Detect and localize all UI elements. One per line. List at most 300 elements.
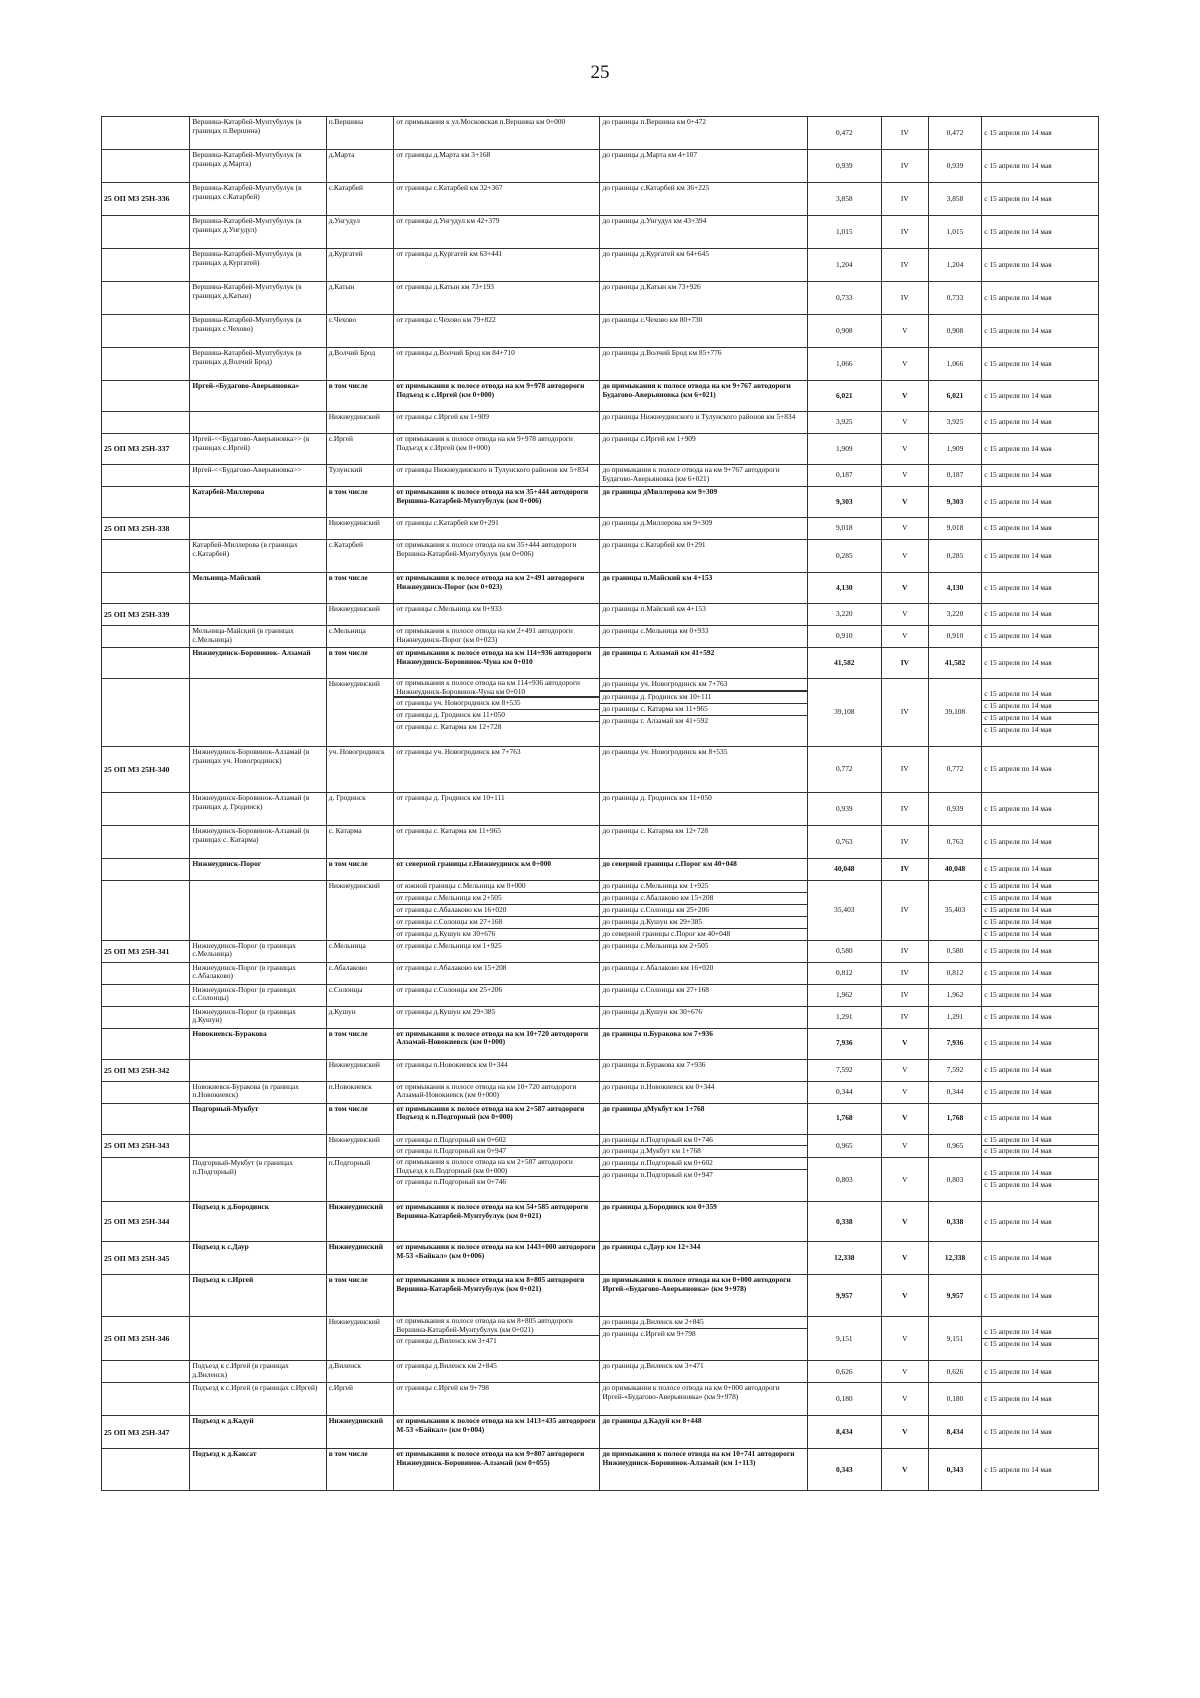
length-cell: 0,965 bbox=[807, 1134, 881, 1158]
from-cell-line: от примыкания к полосе отвода на км 8+805 автодороги Вершина-Катарбей-Мунтубулук (км 0+021) bbox=[396, 1316, 573, 1334]
road-name-cell: Вершина-Катарбей-Мунтубулук (в границах д.Катын) bbox=[190, 282, 326, 315]
district-cell: д.Унгудул bbox=[326, 216, 394, 249]
table-row bbox=[102, 1361, 1099, 1383]
road-name-cell: Нижнеудинск-Порог bbox=[190, 859, 326, 881]
table-row bbox=[102, 940, 1099, 962]
from-cell-line: от границы уч. Новогродинск км 8+535 bbox=[394, 697, 599, 709]
period-cell: с 15 апреля по 14 мая bbox=[982, 216, 1099, 249]
restricted-length-cell: 41,582 bbox=[928, 648, 981, 679]
length-cell: 0,285 bbox=[807, 540, 881, 573]
road-id-cell bbox=[102, 679, 190, 747]
length-cell: 1,962 bbox=[807, 984, 881, 1006]
table-row bbox=[102, 1158, 1099, 1202]
length-cell: 1,909 bbox=[807, 434, 881, 465]
period-cell bbox=[982, 881, 1099, 941]
to-cell: до границы с.Чехово км 80+730 bbox=[600, 315, 807, 348]
to-cell-line: до границы д.Виленск км 2+845 bbox=[602, 1317, 704, 1327]
road-id-cell bbox=[102, 216, 190, 249]
road-name-cell: Вершина-Катарбей-Мунтубулук (в границах д.Унгудул) bbox=[190, 216, 326, 249]
to-cell: до границы д.Бородинск км 0+359 bbox=[600, 1202, 807, 1242]
period-cell bbox=[982, 679, 1099, 747]
category-cell: V bbox=[881, 573, 928, 604]
road-id-cell: 25 ОП МЗ 25Н-347 bbox=[102, 1416, 190, 1449]
table-row bbox=[102, 1103, 1099, 1134]
table-row bbox=[102, 747, 1099, 793]
road-id-cell bbox=[102, 150, 190, 183]
length-cell: 0,733 bbox=[807, 282, 881, 315]
road-id-cell: 25 ОП МЗ 25Н-338 bbox=[102, 518, 190, 540]
from-cell bbox=[394, 1317, 600, 1361]
district-cell: д.Марта bbox=[326, 150, 394, 183]
road-id-cell bbox=[102, 381, 190, 412]
district-cell: Нижнеудинский bbox=[326, 1134, 394, 1158]
from-cell-line: от границы д.Кушун км 30+676 bbox=[394, 928, 599, 940]
category-cell: IV bbox=[881, 282, 928, 315]
table-row bbox=[102, 1275, 1099, 1317]
period-cell: с 15 апреля по 14 мая bbox=[982, 826, 1099, 859]
road-id-cell bbox=[102, 962, 190, 984]
district-cell: с.Абалаково bbox=[326, 962, 394, 984]
length-cell: 39,108 bbox=[807, 679, 881, 747]
road-id-cell bbox=[102, 859, 190, 881]
period-cell bbox=[982, 1317, 1099, 1361]
to-cell: до примыкания к полосе отвода на км 9+767 автодороги Будагово-Аверьяновка (км 6+021) bbox=[600, 465, 807, 487]
category-cell: V bbox=[881, 1081, 928, 1103]
to-cell bbox=[600, 1158, 807, 1202]
district-cell: Нижнеудинский bbox=[326, 412, 394, 434]
district-cell: п.Новокиевск bbox=[326, 1081, 394, 1103]
length-cell: 3,858 bbox=[807, 183, 881, 216]
road-id-cell bbox=[102, 1449, 190, 1491]
period-cell-line: с 15 апреля по 14 мая bbox=[984, 689, 1052, 699]
road-id-cell bbox=[102, 1158, 190, 1202]
restricted-length-cell: 1,204 bbox=[928, 249, 981, 282]
road-name-cell bbox=[190, 881, 326, 941]
category-cell: IV bbox=[881, 747, 928, 793]
from-cell-line: от примыкания к полосе отвода на км 114+936 автодороги Нижнеудинск-Боровинок-Чуна км 0+010 bbox=[396, 678, 580, 696]
to-cell bbox=[600, 881, 807, 941]
road-id-cell bbox=[102, 826, 190, 859]
from-cell-line: от границы п.Подгорный км 0+602 bbox=[396, 1134, 507, 1144]
table-row bbox=[102, 1134, 1099, 1158]
period-cell-line: с 15 апреля по 14 мая bbox=[984, 1134, 1052, 1144]
length-cell: 0,772 bbox=[807, 747, 881, 793]
from-cell: от примыкания к полосе отвода на км 10+720 автодороги Алзамай-Новокиевск (км 0+000) bbox=[394, 1028, 600, 1059]
from-cell: от примыкания к полосе отвода на км 35+444 автодороги Вершина-Катарбей-Мунтубулук (км 0+006) bbox=[394, 540, 600, 573]
period-cell: с 15 апреля по 14 мая bbox=[982, 1006, 1099, 1028]
to-cell-line: до границы д.Мукбут км 1+768 bbox=[600, 1145, 806, 1157]
road-id-cell bbox=[102, 249, 190, 282]
district-cell: с.Катарбей bbox=[326, 540, 394, 573]
to-cell-line: до границы с.Солонцы км 25+206 bbox=[600, 904, 806, 916]
category-cell: IV bbox=[881, 793, 928, 826]
road-name-cell: Вершина-Катарбей-Мунтубулук (в границах с.Катарбей) bbox=[190, 183, 326, 216]
road-name-cell: Нижнеудинск-Боровинок- Алзамай bbox=[190, 648, 326, 679]
period-cell: с 15 апреля по 14 мая bbox=[982, 747, 1099, 793]
from-cell: от границы с.Катарбей км 32+367 bbox=[394, 183, 600, 216]
table-row bbox=[102, 487, 1099, 518]
from-cell: от границы д.Кушун км 29+385 bbox=[394, 1006, 600, 1028]
category-cell: IV bbox=[881, 859, 928, 881]
to-cell: до границы д.Кургатей км 64+645 bbox=[600, 249, 807, 282]
to-cell: до примыкания к полосе отвода на км 10+741 автодороги Нижнеудинск-Боровинок-Алзамай (км 1+113) bbox=[600, 1449, 807, 1491]
to-cell: до границы с.Катарбей км 36+225 bbox=[600, 183, 807, 216]
road-name-cell bbox=[190, 1059, 326, 1081]
road-name-cell: Нижнеудинск-Боровинок-Алзамай (в границах д. Гродинск) bbox=[190, 793, 326, 826]
from-cell bbox=[394, 1134, 600, 1158]
restricted-length-cell: 0,908 bbox=[928, 315, 981, 348]
length-cell: 3,925 bbox=[807, 412, 881, 434]
period-cell: с 15 апреля по 14 мая bbox=[982, 626, 1099, 648]
table-row bbox=[102, 826, 1099, 859]
category-cell: V bbox=[881, 1242, 928, 1275]
restricted-length-cell: 0,626 bbox=[928, 1361, 981, 1383]
restricted-length-cell: 0,939 bbox=[928, 793, 981, 826]
category-cell: V bbox=[881, 1028, 928, 1059]
length-cell: 0,343 bbox=[807, 1449, 881, 1491]
period-cell-line: с 15 апреля по 14 мая bbox=[982, 916, 1098, 928]
district-cell: в том числе bbox=[326, 648, 394, 679]
to-cell: до границы с.Иргей км 1+909 bbox=[600, 434, 807, 465]
length-cell: 0,908 bbox=[807, 315, 881, 348]
from-cell: от границы с.Катарбей км 0+291 bbox=[394, 518, 600, 540]
to-cell: до границы с.Абалаково км 16+020 bbox=[600, 962, 807, 984]
restricted-length-cell: 1,962 bbox=[928, 984, 981, 1006]
restricted-length-cell: 0,338 bbox=[928, 1202, 981, 1242]
district-cell: д.Виленск bbox=[326, 1361, 394, 1383]
district-cell: в том числе bbox=[326, 1275, 394, 1317]
category-cell: V bbox=[881, 381, 928, 412]
category-cell: IV bbox=[881, 940, 928, 962]
district-cell: Нижнеудинский bbox=[326, 604, 394, 626]
category-cell: IV bbox=[881, 249, 928, 282]
road-name-cell: Подгорный-Мукбут (в границах п.Подгорный) bbox=[190, 1158, 326, 1202]
restricted-length-cell: 0,285 bbox=[928, 540, 981, 573]
to-cell bbox=[600, 1317, 807, 1361]
restricted-length-cell: 1,291 bbox=[928, 1006, 981, 1028]
road-name-cell: Мельница-Майский (в границах с.Мельница) bbox=[190, 626, 326, 648]
road-name-cell bbox=[190, 412, 326, 434]
restricted-length-cell: 40,048 bbox=[928, 859, 981, 881]
district-cell: с.Солонцы bbox=[326, 984, 394, 1006]
period-cell-line: с 15 апреля по 14 мая bbox=[982, 1338, 1098, 1350]
period-cell: с 15 апреля по 14 мая bbox=[982, 315, 1099, 348]
to-cell: до границы п.Майский км 4+153 bbox=[600, 604, 807, 626]
road-name-cell: Подъезд к д.Кадуй bbox=[190, 1416, 326, 1449]
length-cell: 0,763 bbox=[807, 826, 881, 859]
table-row bbox=[102, 1202, 1099, 1242]
road-name-cell: Нижнеудинск-Порог (в границах с.Солонцы) bbox=[190, 984, 326, 1006]
road-id-cell bbox=[102, 626, 190, 648]
length-cell: 12,338 bbox=[807, 1242, 881, 1275]
road-id-cell: 25 ОП МЗ 25Н-336 bbox=[102, 183, 190, 216]
from-cell: от границы с.Абалаково км 15+208 bbox=[394, 962, 600, 984]
to-cell: до границы с.Солонцы км 27+168 bbox=[600, 984, 807, 1006]
road-name-cell: Мельница-Майский bbox=[190, 573, 326, 604]
period-cell: с 15 апреля по 14 мая bbox=[982, 1028, 1099, 1059]
district-cell: с.Катарбей bbox=[326, 183, 394, 216]
from-cell: от границы с.Иргей км 9+798 bbox=[394, 1383, 600, 1416]
category-cell: IV bbox=[881, 183, 928, 216]
length-cell: 0,180 bbox=[807, 1383, 881, 1416]
from-cell: от примыкания к полосе отвода на км 1413+435 автодороги М-53 «Байкал» (км 0+004) bbox=[394, 1416, 600, 1449]
period-cell-line: с 15 апреля по 14 мая bbox=[984, 881, 1052, 890]
road-name-cell: Нижнеудинск-Порог (в границах с.Мельница) bbox=[190, 940, 326, 962]
to-cell-line: до границы с. Катарма км 11+965 bbox=[600, 703, 806, 715]
road-name-cell: Вершина-Катарбей-Мунтубулук (в границах с.Чехово) bbox=[190, 315, 326, 348]
road-name-cell: Подъезд к д.Каксат bbox=[190, 1449, 326, 1491]
road-id-cell bbox=[102, 1383, 190, 1416]
road-id-cell bbox=[102, 573, 190, 604]
from-cell: от границы с. Катарма км 11+965 bbox=[394, 826, 600, 859]
restricted-length-cell: 9,151 bbox=[928, 1317, 981, 1361]
period-cell: с 15 апреля по 14 мая bbox=[982, 1242, 1099, 1275]
period-cell: с 15 апреля по 14 мая bbox=[982, 940, 1099, 962]
restricted-length-cell: 7,592 bbox=[928, 1059, 981, 1081]
from-cell: от примыкания к полосе отвода на км 54+585 автодороги Вершина-Катарбей-Мунтубулук (км 0+021) bbox=[394, 1202, 600, 1242]
restricted-length-cell: 1,909 bbox=[928, 434, 981, 465]
category-cell: V bbox=[881, 1317, 928, 1361]
category-cell: V bbox=[881, 1202, 928, 1242]
from-cell: от границы д.Марта км 3+168 bbox=[394, 150, 600, 183]
period-cell: с 15 апреля по 14 мая bbox=[982, 412, 1099, 434]
to-cell-line: до границы п.Подгорный км 0+602 bbox=[602, 1158, 713, 1168]
length-cell: 1,291 bbox=[807, 1006, 881, 1028]
to-cell-line: до границы с.Иргей км 9+798 bbox=[600, 1328, 806, 1340]
length-cell: 9,303 bbox=[807, 487, 881, 518]
restricted-length-cell: 1,066 bbox=[928, 348, 981, 381]
period-cell: с 15 апреля по 14 мая bbox=[982, 540, 1099, 573]
table-row bbox=[102, 1242, 1099, 1275]
restricted-length-cell: 0,812 bbox=[928, 962, 981, 984]
length-cell: 40,048 bbox=[807, 859, 881, 881]
table-row bbox=[102, 183, 1099, 216]
table-row bbox=[102, 1081, 1099, 1103]
table-row bbox=[102, 249, 1099, 282]
period-cell: с 15 апреля по 14 мая bbox=[982, 1449, 1099, 1491]
category-cell: V bbox=[881, 540, 928, 573]
from-cell: от границы с.Иргей км 1+909 bbox=[394, 412, 600, 434]
from-cell: от примыкания к полосе отвода на км 35+444 автодороги Вершина-Катарбей-Мунтубулук (км 0+006) bbox=[394, 487, 600, 518]
road-name-cell: Вершина-Катарбей-Мунтубулук (в границах д.Марта) bbox=[190, 150, 326, 183]
district-cell: д.Кургатей bbox=[326, 249, 394, 282]
table-row bbox=[102, 679, 1099, 747]
from-cell bbox=[394, 881, 600, 941]
table-row bbox=[102, 984, 1099, 1006]
restricted-length-cell: 3,220 bbox=[928, 604, 981, 626]
table-row bbox=[102, 117, 1099, 150]
period-cell: с 15 апреля по 14 мая bbox=[982, 487, 1099, 518]
road-id-cell bbox=[102, 648, 190, 679]
road-id-cell bbox=[102, 881, 190, 941]
district-cell: Тулунский bbox=[326, 465, 394, 487]
length-cell: 0,580 bbox=[807, 940, 881, 962]
to-cell-line: до границы д. Гродинск км 10+111 bbox=[600, 691, 806, 703]
length-cell: 4,130 bbox=[807, 573, 881, 604]
district-cell: д.Волчий Брод bbox=[326, 348, 394, 381]
period-cell: с 15 апреля по 14 мая bbox=[982, 984, 1099, 1006]
period-cell-line: с 15 апреля по 14 мая bbox=[982, 928, 1098, 940]
restricted-length-cell: 35,403 bbox=[928, 881, 981, 941]
district-cell: в том числе bbox=[326, 381, 394, 412]
period-cell bbox=[982, 1134, 1099, 1158]
road-name-cell: Подъезд к с.Иргей (в границах д.Виленск) bbox=[190, 1361, 326, 1383]
restricted-length-cell: 8,434 bbox=[928, 1416, 981, 1449]
category-cell: IV bbox=[881, 984, 928, 1006]
from-cell: от примыкания к полосе отвода на км 2+587 автодороги Подъезд к п.Подгорный (км 0+000) bbox=[394, 1103, 600, 1134]
to-cell: до границы д. Гродинск км 11+050 bbox=[600, 793, 807, 826]
to-cell-line: до границы п.Подгорный км 0+947 bbox=[600, 1169, 806, 1181]
district-cell: Нижнеудинский bbox=[326, 1416, 394, 1449]
to-cell-line: до границы уч. Новогродинск км 7+763 bbox=[602, 679, 728, 688]
restricted-length-cell: 39,108 bbox=[928, 679, 981, 747]
category-cell: V bbox=[881, 487, 928, 518]
category-cell: IV bbox=[881, 150, 928, 183]
to-cell: до северной границы с.Порог км 40+048 bbox=[600, 859, 807, 881]
category-cell: V bbox=[881, 1449, 928, 1491]
period-cell: с 15 апреля по 14 мая bbox=[982, 1275, 1099, 1317]
table-row bbox=[102, 1449, 1099, 1491]
length-cell: 0,344 bbox=[807, 1081, 881, 1103]
road-id-cell bbox=[102, 315, 190, 348]
category-cell: V bbox=[881, 1158, 928, 1202]
category-cell: V bbox=[881, 315, 928, 348]
district-cell: с.Чехово bbox=[326, 315, 394, 348]
category-cell: IV bbox=[881, 679, 928, 747]
restricted-length-cell: 3,925 bbox=[928, 412, 981, 434]
from-cell: от примыкания к полосе отвода на км 8+805 автодороги Вершина-Катарбей-Мунтубулук (км 0+021) bbox=[394, 1275, 600, 1317]
to-cell: до границы с.Катарбей км 0+291 bbox=[600, 540, 807, 573]
period-cell-line: с 15 апреля по 14 мая bbox=[984, 1327, 1052, 1337]
district-cell: Нижнеудинский bbox=[326, 1202, 394, 1242]
to-cell: до границы с.Мельница км 2+505 bbox=[600, 940, 807, 962]
to-cell: до границы уч. Новогродинск км 8+535 bbox=[600, 747, 807, 793]
district-cell: в том числе bbox=[326, 1449, 394, 1491]
period-cell: с 15 апреля по 14 мая bbox=[982, 1202, 1099, 1242]
from-cell: от примыкания к полосе отвода на км 9+978 автодороги Подъезд к с.Иргей (км 0+000) bbox=[394, 434, 600, 465]
length-cell: 9,018 bbox=[807, 518, 881, 540]
category-cell: V bbox=[881, 434, 928, 465]
period-cell-line: с 15 апреля по 14 мая bbox=[982, 904, 1098, 916]
road-id-cell: 25 ОП МЗ 25Н-340 bbox=[102, 747, 190, 793]
table-row bbox=[102, 412, 1099, 434]
period-cell: с 15 апреля по 14 мая bbox=[982, 859, 1099, 881]
restricted-length-cell: 9,957 bbox=[928, 1275, 981, 1317]
district-cell: д. Гродинск bbox=[326, 793, 394, 826]
from-cell-line: от границы п.Подгорный км 0+947 bbox=[394, 1145, 599, 1157]
road-name-cell: Нижнеудинск-Боровинок-Алзамай (в границах уч. Новогродинск) bbox=[190, 747, 326, 793]
to-cell-line: до границы п.Подгорный км 0+746 bbox=[602, 1134, 713, 1144]
category-cell: V bbox=[881, 1361, 928, 1383]
page-number: 25 bbox=[590, 62, 610, 83]
road-name-cell bbox=[190, 1317, 326, 1361]
restricted-length-cell: 0,733 bbox=[928, 282, 981, 315]
to-cell: до границы д.Марта км 4+107 bbox=[600, 150, 807, 183]
from-cell: от примыкания к полосе отвода на км 1443+000 автодороги М-53 «Байкал» (км 0+006) bbox=[394, 1242, 600, 1275]
road-id-cell bbox=[102, 412, 190, 434]
to-cell: до границы п.Буракова км 7+936 bbox=[600, 1028, 807, 1059]
road-name-cell: Новокиевск-Буракова (в границах п.Новокиевск) bbox=[190, 1081, 326, 1103]
from-cell: от границы д.Волчий Брод км 84+710 bbox=[394, 348, 600, 381]
restricted-length-cell: 6,021 bbox=[928, 381, 981, 412]
period-cell: с 15 апреля по 14 мая bbox=[982, 962, 1099, 984]
table-row bbox=[102, 518, 1099, 540]
period-cell: с 15 апреля по 14 мая bbox=[982, 465, 1099, 487]
road-name-cell bbox=[190, 1134, 326, 1158]
road-name-cell: Подъезд к с.Иргей bbox=[190, 1275, 326, 1317]
from-cell: от примыкания к полосе отвода на км 2+491 автодороги Нижнеудинск-Порог (км 0+023) bbox=[394, 626, 600, 648]
to-cell-line: до границы г. Алзамай км 41+592 bbox=[600, 715, 806, 727]
length-cell: 0,626 bbox=[807, 1361, 881, 1383]
road-id-cell bbox=[102, 793, 190, 826]
table-row bbox=[102, 1059, 1099, 1081]
from-cell bbox=[394, 1158, 600, 1202]
length-cell: 41,582 bbox=[807, 648, 881, 679]
from-cell: от границы д.Кургатей км 63+441 bbox=[394, 249, 600, 282]
restricted-length-cell: 0,772 bbox=[928, 747, 981, 793]
period-cell: с 15 апреля по 14 мая bbox=[982, 648, 1099, 679]
from-cell-line: от границы с. Катарма км 12+728 bbox=[394, 721, 599, 733]
from-cell: от границы уч. Новогродинск км 7+763 bbox=[394, 747, 600, 793]
road-id-cell bbox=[102, 1081, 190, 1103]
table-row bbox=[102, 282, 1099, 315]
road-id-cell bbox=[102, 1103, 190, 1134]
to-cell: до границы д.Унгудул км 43+394 bbox=[600, 216, 807, 249]
road-name-cell: Катарбей-Миллерова (в границах с.Катарбей) bbox=[190, 540, 326, 573]
from-cell-line: от границы с.Абалаково км 16+020 bbox=[394, 904, 599, 916]
period-cell: с 15 апреля по 14 мая bbox=[982, 1361, 1099, 1383]
road-name-cell: Новокиевск-Буракова bbox=[190, 1028, 326, 1059]
district-cell: Нижнеудинский bbox=[326, 1242, 394, 1275]
from-cell: от границы д.Унгудул км 42+379 bbox=[394, 216, 600, 249]
from-cell: от границы с.Чехово км 79+822 bbox=[394, 315, 600, 348]
to-cell: до границы д.Виленск км 3+471 bbox=[600, 1361, 807, 1383]
from-cell-line: от примыкания к полосе отвода на км 2+587 автодороги Подъезд к п.Подгорный (км 0+000) bbox=[396, 1157, 573, 1175]
from-cell: от границы с.Мельница км 0+933 bbox=[394, 604, 600, 626]
length-cell: 0,338 bbox=[807, 1202, 881, 1242]
length-cell: 8,434 bbox=[807, 1416, 881, 1449]
length-cell: 7,592 bbox=[807, 1059, 881, 1081]
road-id-cell bbox=[102, 487, 190, 518]
restricted-length-cell: 0,910 bbox=[928, 626, 981, 648]
category-cell: IV bbox=[881, 216, 928, 249]
restricted-length-cell: 12,338 bbox=[928, 1242, 981, 1275]
to-cell: до границы с. Катарма км 12+728 bbox=[600, 826, 807, 859]
from-cell: от северной границы г.Нижнеудинск км 0+000 bbox=[394, 859, 600, 881]
table-row bbox=[102, 348, 1099, 381]
district-cell: п.Вершина bbox=[326, 117, 394, 150]
category-cell: V bbox=[881, 626, 928, 648]
length-cell: 0,187 bbox=[807, 465, 881, 487]
district-cell: с.Мельница bbox=[326, 626, 394, 648]
period-cell: с 15 апреля по 14 мая bbox=[982, 604, 1099, 626]
road-name-cell: Вершина-Катарбей-Мунтубулук (в границах д.Кургатей) bbox=[190, 249, 326, 282]
road-name-cell bbox=[190, 518, 326, 540]
category-cell: V bbox=[881, 348, 928, 381]
road-name-cell: Нижнеудинск-Боровинок-Алзамай (в границах с. Катарма) bbox=[190, 826, 326, 859]
length-cell: 0,812 bbox=[807, 962, 881, 984]
category-cell: V bbox=[881, 604, 928, 626]
district-cell: в том числе bbox=[326, 859, 394, 881]
restricted-length-cell: 0,187 bbox=[928, 465, 981, 487]
to-cell-line: до границы с.Абалаково км 15+208 bbox=[600, 892, 806, 904]
road-name-cell: Вершина-Катарбей-Мунтубулук (в границах д.Волчий Брод) bbox=[190, 348, 326, 381]
table-row bbox=[102, 1416, 1099, 1449]
from-cell: от примыкания к полосе отвода на км 114+936 автодороги Нижнеудинск-Боровинок-Чуна км 0+010 bbox=[394, 648, 600, 679]
district-cell: Нижнеудинский bbox=[326, 881, 394, 941]
category-cell: V bbox=[881, 518, 928, 540]
length-cell: 0,910 bbox=[807, 626, 881, 648]
